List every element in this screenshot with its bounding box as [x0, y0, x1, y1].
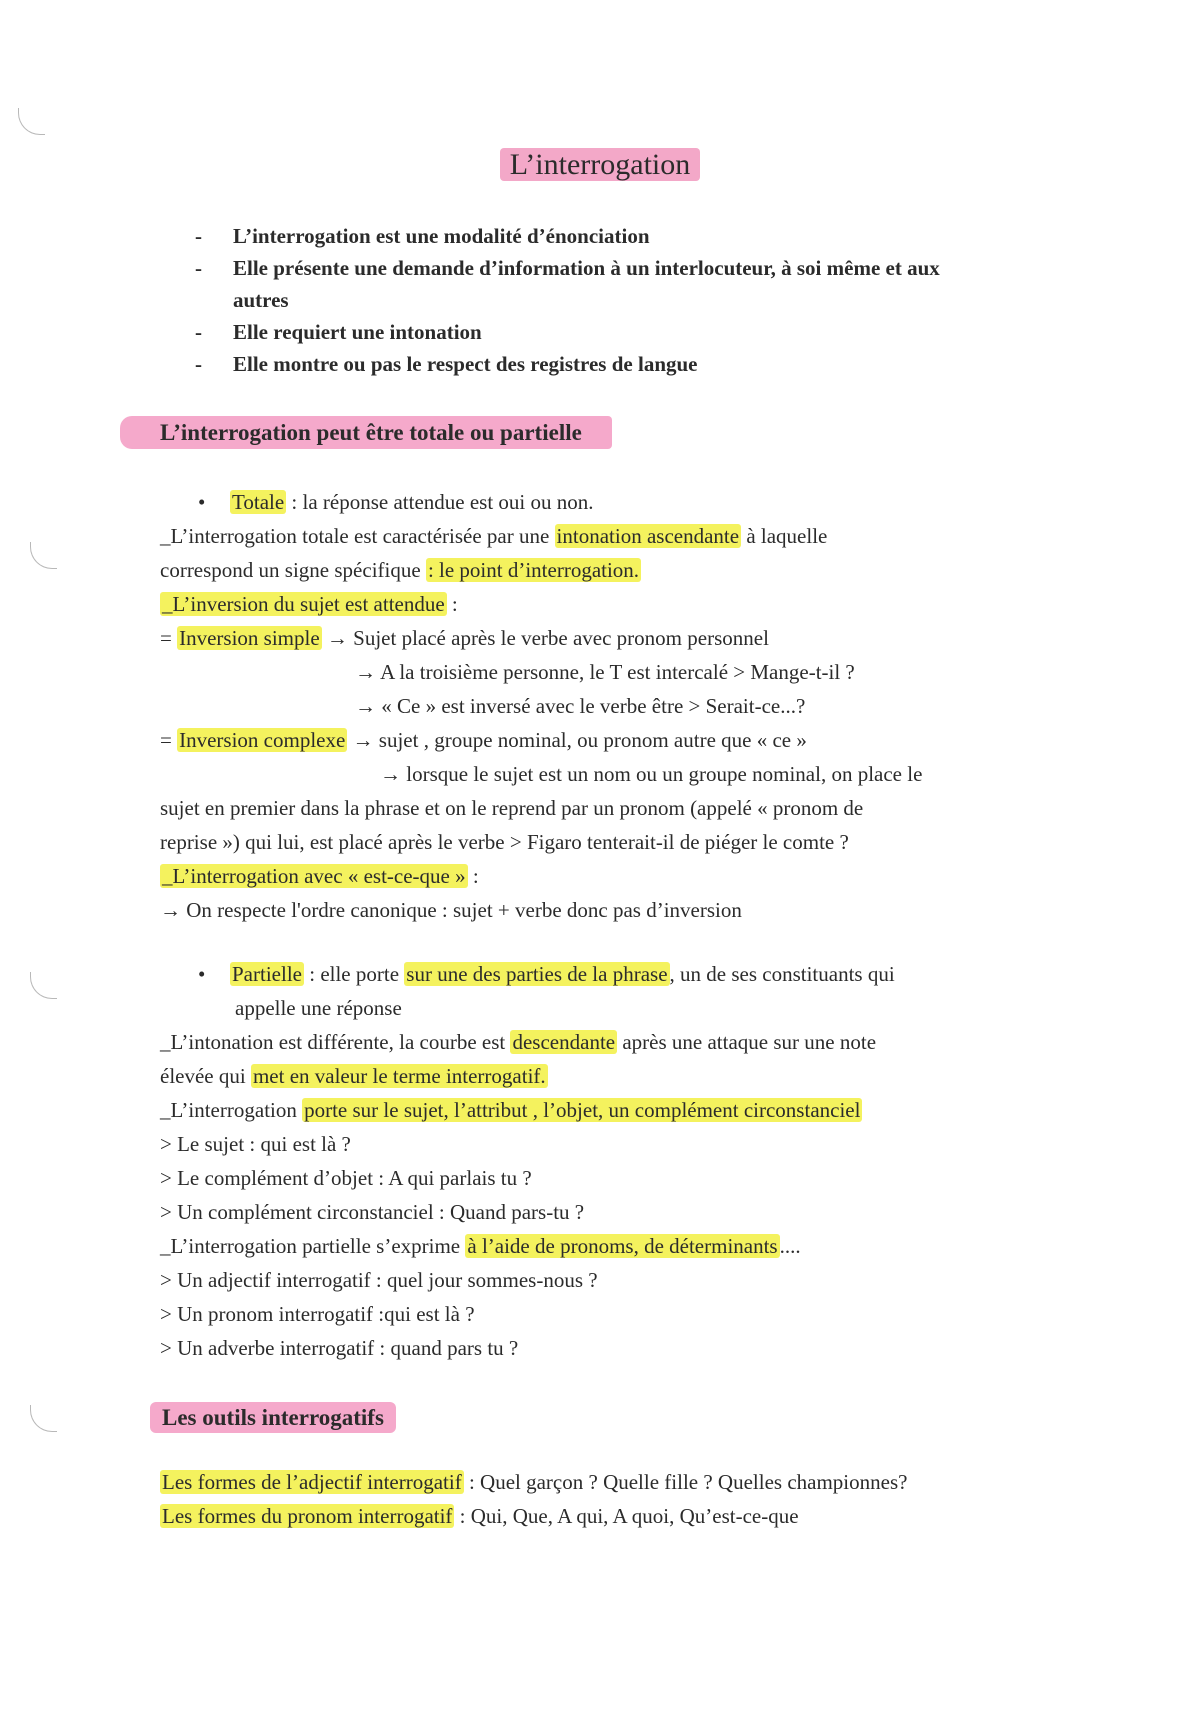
text-span: Les formes du pronom interrogatif	[162, 1504, 453, 1528]
binder-hole-mark	[30, 1405, 57, 1432]
text-span: reprise ») qui lui, est placé après le verbe > Figaro tenterait-il de piéger le comte ?	[160, 830, 849, 854]
text-span: =	[160, 626, 178, 650]
text-span: > Le complément d’objet : A qui parlais tu ?	[160, 1166, 532, 1190]
intro-item: - Elle requiert une intonation	[195, 320, 482, 344]
outils-block	[160, 1465, 1060, 1533]
text-span: _L’interrogation avec « est-ce-que »	[162, 864, 466, 888]
intro-item: - Elle présente une demande d’information à un interlocuteur, à soi même et aux	[195, 256, 940, 280]
text-line	[160, 1127, 1060, 1161]
text-span: à l’aide de pronoms, de déterminants	[467, 1234, 778, 1258]
intro-list	[195, 220, 1055, 380]
intro-item: - Elle montre ou pas le respect des registres de langue	[195, 352, 698, 376]
section-heading-outils	[150, 1405, 396, 1431]
text-line	[160, 723, 1060, 757]
text-line	[160, 893, 1060, 927]
text-line	[160, 1465, 1060, 1499]
text-line	[160, 587, 1060, 621]
text-span: Elle présente une demande d’information à un interlocuteur, à soi même et aux	[233, 256, 940, 280]
text-line	[160, 991, 1060, 1025]
text-span: → On respecte l'ordre canonique : sujet + verbe donc pas d’inversion	[160, 898, 742, 922]
binder-hole-mark	[18, 108, 45, 135]
text-line	[160, 1229, 1060, 1263]
text-line	[160, 1499, 1060, 1533]
text-span: L’interrogation peut être totale ou partielle	[120, 416, 612, 449]
text-span: Inversion complexe	[179, 728, 346, 752]
page-title	[0, 148, 1200, 182]
text-span: appelle une réponse	[235, 996, 402, 1020]
text-span: _L’interrogation	[160, 1098, 303, 1122]
text-span: autres	[233, 288, 289, 312]
text-span: Les formes de l’adjectif interrogatif	[162, 1470, 462, 1494]
intro-item: - L’interrogation est une modalité d’énonciation	[195, 224, 650, 248]
text-span: : la réponse attendue est oui ou non.	[286, 490, 594, 514]
text-span: Les outils interrogatifs	[150, 1402, 396, 1433]
text-line	[160, 655, 1060, 689]
text-span: élevée qui	[160, 1064, 251, 1088]
text-span: descendante	[512, 1030, 616, 1054]
text-line	[160, 621, 1060, 655]
text-span: porte sur le sujet, l’attribut , l’objet, un complément circonstanciel	[304, 1098, 861, 1122]
text-line	[160, 1297, 1060, 1331]
text-span: Elle requiert une intonation	[233, 320, 482, 344]
text-line	[160, 689, 1060, 723]
section-heading-totale-partielle	[120, 420, 612, 446]
text-span: L’interrogation est une modalité d’énonciation	[233, 224, 650, 248]
text-span: _L’interrogation partielle s’exprime	[160, 1234, 466, 1258]
text-span: → lorsque le sujet est un nom ou un groupe nominal, on place le	[380, 762, 923, 786]
text-span: met en valeur le terme interrogatif.	[252, 1064, 546, 1088]
text-line	[160, 1331, 1060, 1365]
text-line	[160, 757, 1060, 791]
text-span: → Sujet placé après le verbe avec pronom personnel	[321, 626, 769, 650]
text-span: > Le sujet : qui est là ?	[160, 1132, 351, 1156]
text-span: → « Ce » est inversé avec le verbe être > Serait-ce...?	[355, 694, 806, 718]
text-span: correspond un signe spécifique	[160, 558, 426, 582]
text-span: : Qui, Que, A qui, A quoi, Qu’est-ce-que	[454, 1504, 799, 1528]
text-line	[160, 859, 1060, 893]
totale-definition: • Totale : la réponse attendue est oui ou non.	[198, 490, 594, 514]
text-span: :	[446, 592, 458, 616]
totale-block	[160, 485, 1060, 927]
text-line	[160, 1195, 1060, 1229]
text-span: > Un complément circonstanciel : Quand pars-tu ?	[160, 1200, 585, 1224]
text-line	[160, 791, 1060, 825]
text-line	[160, 1093, 1060, 1127]
text-span: sujet en premier dans la phrase et on le reprend par un pronom (appelé « pronom de	[160, 796, 864, 820]
text-span: _L’interrogation totale est caractérisée par une	[160, 524, 555, 548]
intro-item-continuation	[195, 284, 1055, 316]
text-span: → A la troisième personne, le T est intercalé > Mange-t-il ?	[355, 660, 855, 684]
text-span: _L’intonation est différente, la courbe est	[160, 1030, 511, 1054]
text-span: sur une des parties de la phrase	[406, 962, 668, 986]
text-line	[160, 825, 1060, 859]
text-span: Partielle	[232, 962, 302, 986]
text-span: =	[160, 728, 178, 752]
text-line	[160, 1025, 1060, 1059]
partielle-definition: • Partielle : elle porte sur une des parties de la phrase, un de ses constituants qui	[198, 962, 895, 986]
text-span: Totale	[232, 490, 285, 514]
text-span: Elle montre ou pas le respect des registres de langue	[233, 352, 698, 376]
text-span: : le point d’interrogation.	[427, 558, 640, 582]
text-span: , un de ses constituants qui	[669, 962, 895, 986]
text-span: après une attaque sur une note	[617, 1030, 877, 1054]
text-span: à laquelle	[741, 524, 828, 548]
text-span: _L’inversion du sujet est attendue	[162, 592, 445, 616]
text-span: > Un adverbe interrogatif : quand pars tu ?	[160, 1336, 519, 1360]
text-line	[160, 1059, 1060, 1093]
text-line	[160, 553, 1060, 587]
text-line	[160, 1263, 1060, 1297]
text-span: ....	[779, 1234, 801, 1258]
text-span: intonation ascendante	[556, 524, 740, 548]
text-span: > Un pronom interrogatif :qui est là ?	[160, 1302, 475, 1326]
text-span: Inversion simple	[179, 626, 320, 650]
text-line	[160, 519, 1060, 553]
partielle-block	[160, 957, 1060, 1365]
text-span: : Quel garçon ? Quelle fille ? Quelles championnes?	[463, 1470, 908, 1494]
text-span: > Un adjectif interrogatif : quel jour sommes-nous ?	[160, 1268, 598, 1292]
text-line	[160, 1161, 1060, 1195]
binder-hole-mark	[30, 972, 57, 999]
text-span: → sujet , groupe nominal, ou pronom autre que « ce »	[347, 728, 807, 752]
binder-hole-mark	[30, 542, 57, 569]
page-title-text: L’interrogation	[500, 148, 701, 181]
text-span: :	[467, 864, 479, 888]
text-span: : elle porte	[303, 962, 405, 986]
